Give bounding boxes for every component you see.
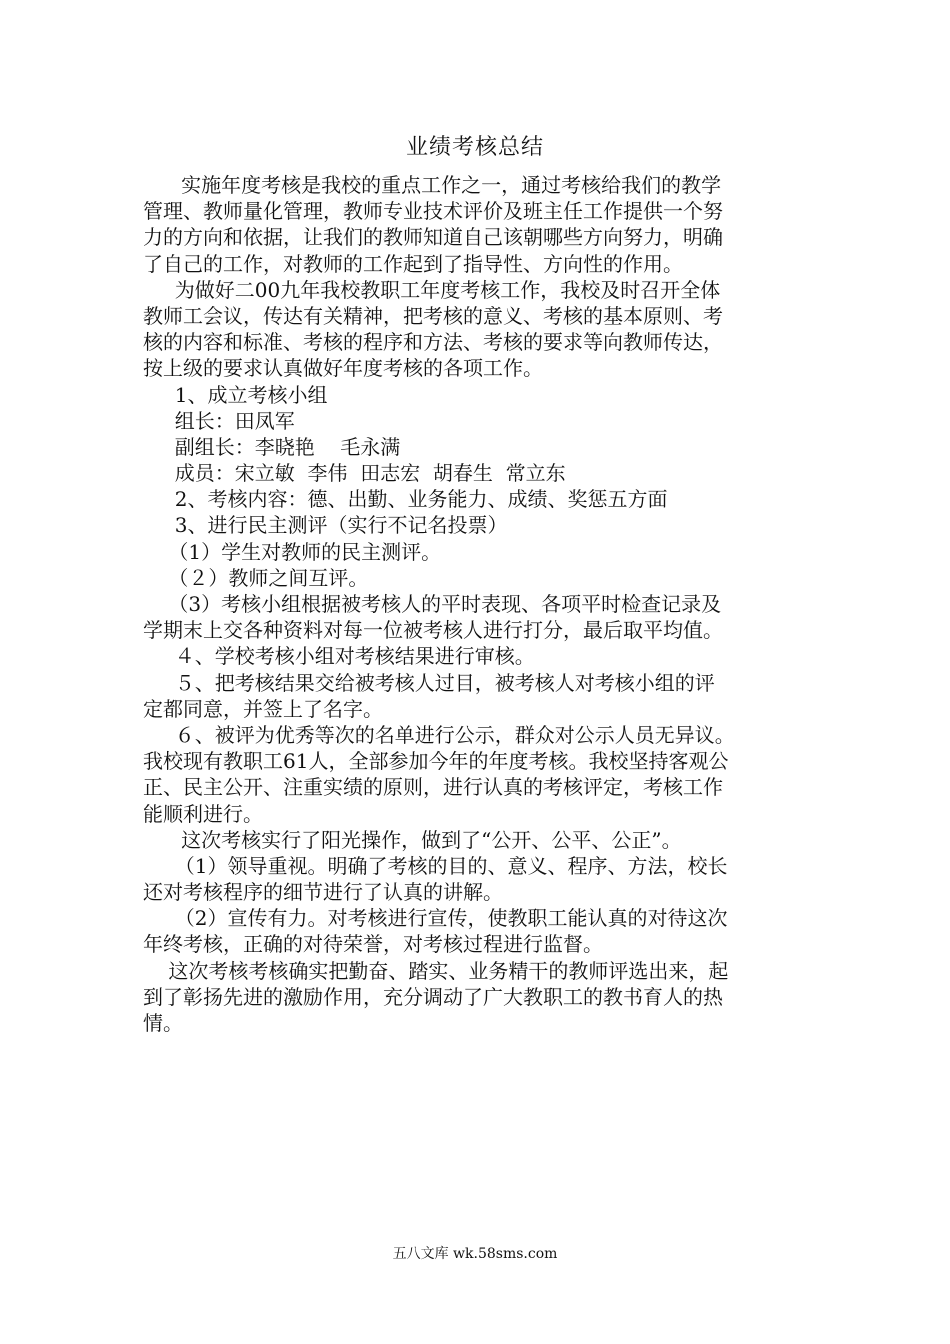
text-line: （２）教师之间互评。: [143, 565, 369, 590]
text-line: ４、学校考核小组对考核结果进行审核。: [143, 644, 535, 669]
text-line: 1、成立考核小组: [143, 382, 328, 407]
text-line: 这次考核考核确实把勤奋、踏实、业务精干的教师评选出来，起: [143, 958, 729, 983]
text-line: 为做好二00九年我校教职工年度考核工作，我校及时召开全体: [143, 277, 721, 302]
text-line: 2、考核内容：德、出勤、业务能力、成绩、奖惩五方面: [143, 487, 668, 512]
text-line: 到了彰扬先进的激励作用，充分调动了广大教职工的教书育人的热: [143, 984, 723, 1009]
text-line: 了自己的工作，对教师的工作起到了指导性、方向性的作用。: [143, 251, 683, 276]
text-line: 按上级的要求认真做好年度考核的各项工作。: [143, 356, 543, 381]
text-line: 定都同意，并签上了名字。: [143, 696, 383, 721]
text-line: 我校现有教职工61人，全部参加今年的年度考核。我校坚持客观公: [143, 749, 729, 774]
text-line: 组长：田凤军: [143, 408, 295, 433]
text-line: 还对考核程序的细节进行了认真的讲解。: [143, 880, 503, 905]
text-line: （1）学生对教师的民主测评。: [143, 539, 442, 564]
text-line: 教师工会议，传达有关精神，把考核的意义、考核的基本原则、考: [143, 303, 723, 328]
text-line: 情。: [143, 1011, 183, 1035]
text-line: 这次考核实行了阳光操作，做到了“公开、公平、公正”。: [143, 827, 682, 852]
text-line: 实施年度考核是我校的重点工作之一，通过考核给我们的教学: [143, 173, 722, 197]
text-line: 力的方向和依据，让我们的教师知道自己该朝哪些方向努力，明确: [143, 225, 723, 250]
footer-watermark: 五八文库 wk.58sms.com: [392, 1246, 558, 1262]
text-line: （1）领导重视。明确了考核的目的、意义、程序、方法，校长: [143, 853, 728, 878]
text-line: 核的内容和标准、考核的程序和方法、考核的要求等向教师传达，: [143, 330, 723, 355]
text-line: （2）宣传有力。对考核进行宣传，使教职工能认真的对待这次: [143, 906, 728, 931]
text-line: ５、把考核结果交给被考核人过目，被考核人对考核小组的评: [143, 670, 715, 695]
text-line: （3）考核小组根据被考核人的平时表现、各项平时检查记录及: [143, 592, 722, 616]
text-line: 成员：宋立敏 李伟 田志宏 胡春生 常立东: [143, 461, 566, 486]
document-body: [143, 172, 823, 1036]
text-line: 3、进行民主测评（实行不记名投票）: [143, 513, 508, 538]
text-line: 学期末上交各种资料对每一位被考核人进行打分，最后取平均值。: [143, 618, 723, 643]
text-line: 正、民主公开、注重实绩的原则，进行认真的考核评定，考核工作: [143, 775, 723, 800]
text-line: 副组长：李晓艳 毛永满: [143, 434, 401, 459]
text-line: ６、被评为优秀等次的名单进行公示，群众对公示人员无异议。: [143, 722, 735, 747]
text-line: 年终考核，正确的对待荣誉，对考核过程进行监督。: [143, 932, 603, 957]
text-line: 管理、教师量化管理，教师专业技术评价及班主任工作提供一个努: [143, 199, 723, 224]
text-line: 能顺利进行。: [143, 801, 263, 826]
document-title: 业绩考核总结: [405, 135, 544, 160]
